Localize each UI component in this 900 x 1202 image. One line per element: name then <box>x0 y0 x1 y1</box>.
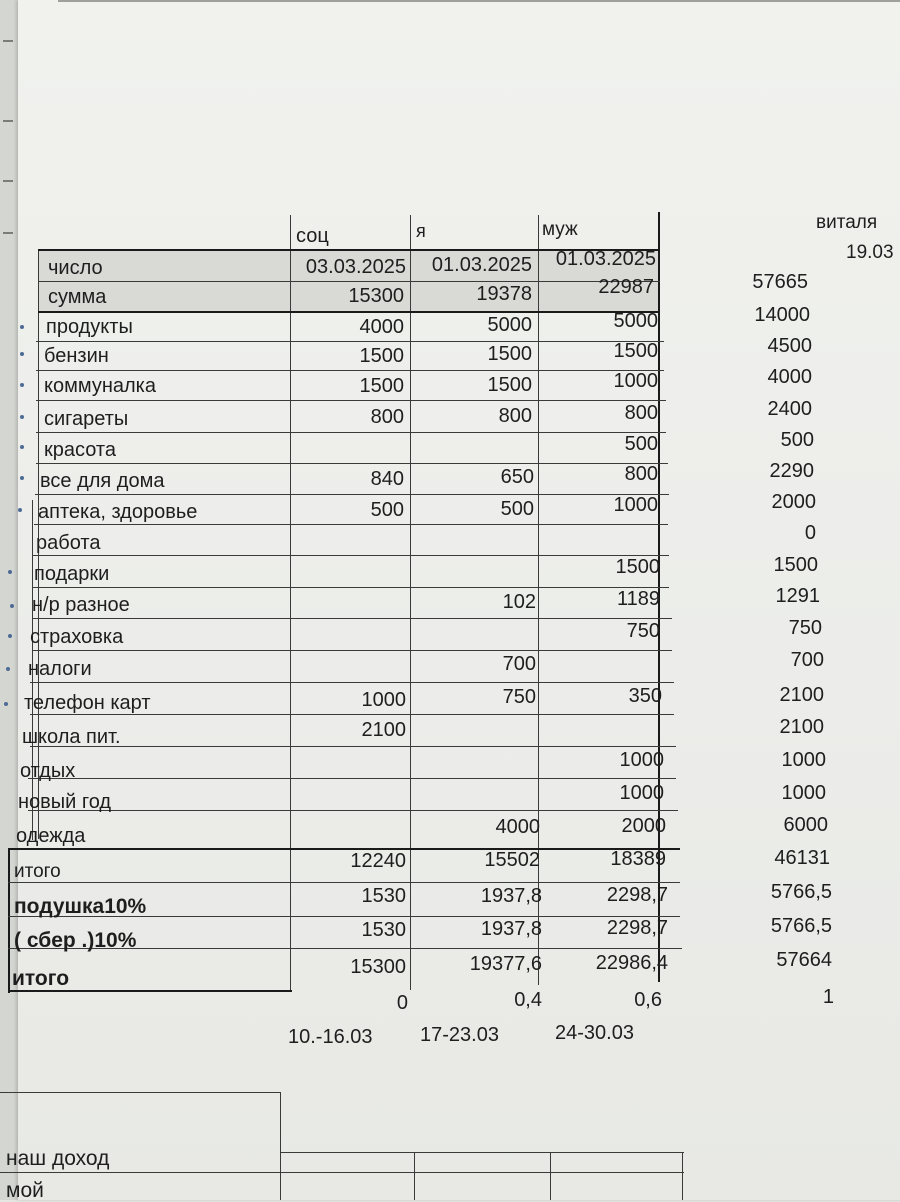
diff-vitalya: 1 <box>822 986 834 1008</box>
total-husband: 18389 <box>610 848 666 870</box>
cell-soc: 840 <box>370 468 404 490</box>
row-label: продукты <box>46 316 133 338</box>
cell-vitalya: 4000 <box>767 366 812 388</box>
cell-husband: 500 <box>624 433 658 455</box>
sum-soc: 15300 <box>348 285 404 307</box>
scan-mark <box>3 232 13 234</box>
bullet-mark <box>20 325 24 329</box>
bullet-mark <box>20 383 24 387</box>
sber-soc: 1530 <box>361 919 406 941</box>
row-label: все для дома <box>40 470 165 492</box>
torn-top-edge <box>58 0 900 2</box>
bullet-mark <box>20 476 24 480</box>
cell-soc: 1500 <box>359 375 404 397</box>
cell-husband: 1000 <box>619 749 664 771</box>
row-label-sum: сумма <box>48 286 107 308</box>
date-soc: 03.03.2025 <box>305 256 406 278</box>
bullet-mark <box>20 352 24 356</box>
cell-husband: 1000 <box>613 494 658 516</box>
grand-total-husband: 22986,4 <box>595 952 668 974</box>
income-label: наш доход <box>6 1147 110 1170</box>
row-label-cushion: подушка10% <box>14 895 147 918</box>
row-label-grand-total: итого <box>12 967 70 990</box>
diff-me: 0,4 <box>514 989 542 1011</box>
cell-husband: 2000 <box>621 815 666 837</box>
bullet-mark <box>20 415 24 419</box>
cell-me: 700 <box>502 653 536 675</box>
cushion-soc: 1530 <box>361 885 406 907</box>
row-label: подарки <box>34 563 110 585</box>
row-label: одежда <box>16 825 86 847</box>
bullet-mark <box>18 508 22 512</box>
cell-vitalya: 1000 <box>781 749 826 771</box>
cell-vitalya: 1500 <box>773 554 818 576</box>
sum-me: 19378 <box>476 283 532 305</box>
bullet-mark <box>10 604 14 608</box>
grand-total-soc: 15300 <box>350 956 406 978</box>
cell-husband: 1500 <box>615 556 660 578</box>
cell-me: 650 <box>500 466 534 488</box>
row-label-date: число <box>48 257 103 279</box>
bullet-mark <box>20 445 24 449</box>
date-husband: 01.03.2025 <box>555 248 656 270</box>
cell-me: 102 <box>502 591 536 613</box>
cell-me: 4000 <box>495 816 540 838</box>
cell-vitalya: 0 <box>804 522 816 544</box>
total-me: 15502 <box>484 849 540 871</box>
scan-mark <box>3 40 13 42</box>
cell-vitalya: 750 <box>788 617 822 639</box>
col-header-me: я <box>416 221 426 241</box>
row-label: школа пит. <box>22 726 121 748</box>
cell-soc: 500 <box>370 499 404 521</box>
row-label: коммуналка <box>44 375 156 397</box>
cell-vitalya: 6000 <box>783 814 828 836</box>
cell-me: 5000 <box>487 314 532 336</box>
cell-soc: 2100 <box>361 719 406 741</box>
sum-husband: 22987 <box>598 276 654 298</box>
cushion-vitalya: 5766,5 <box>770 881 832 903</box>
sber-me: 1937,8 <box>480 918 542 940</box>
cell-vitalya: 4500 <box>767 335 812 357</box>
row-label: н/р разное <box>32 594 130 616</box>
bullet-mark <box>8 570 12 574</box>
row-label: красота <box>44 439 116 461</box>
cell-vitalya: 14000 <box>754 304 810 326</box>
cell-husband: 1189 <box>616 588 660 610</box>
vitalya-date: 19.03 <box>846 242 894 263</box>
row-label: отдых <box>20 760 76 782</box>
cell-husband: 1000 <box>619 782 664 804</box>
sber-vitalya: 5766,5 <box>770 915 832 937</box>
cell-vitalya: 700 <box>790 649 824 671</box>
scan-mark <box>3 180 13 182</box>
cell-vitalya: 500 <box>780 429 814 451</box>
cell-me: 1500 <box>487 374 532 396</box>
underlying-sheet-edge <box>0 0 18 1200</box>
total-soc: 12240 <box>350 850 406 872</box>
cell-husband: 1000 <box>613 370 658 392</box>
bullet-mark <box>8 634 12 638</box>
cell-me: 500 <box>500 498 534 520</box>
cell-vitalya: 2000 <box>771 491 816 513</box>
cell-husband: 800 <box>624 463 658 485</box>
cushion-me: 1937,8 <box>480 885 542 907</box>
cell-soc: 800 <box>370 406 404 428</box>
diff-husband: 0,6 <box>634 989 662 1011</box>
cell-vitalya: 2100 <box>779 716 824 738</box>
cell-soc: 1500 <box>359 345 404 367</box>
cell-husband: 5000 <box>613 310 658 332</box>
cell-vitalya: 1291 <box>775 585 820 607</box>
cell-husband: 350 <box>628 685 662 707</box>
grand-total-me: 19377,6 <box>469 953 542 975</box>
bullet-mark <box>6 667 10 671</box>
row-label: новый год <box>18 791 112 813</box>
sum-vitalya: 57665 <box>752 271 808 293</box>
cell-soc: 4000 <box>359 316 404 338</box>
sber-husband: 2298,7 <box>606 917 668 939</box>
my-income-label: мой <box>6 1179 44 1202</box>
diff-soc: 0 <box>396 992 408 1014</box>
date-me: 01.03.2025 <box>431 254 532 276</box>
week-label-1: 10.-16.03 <box>288 1026 373 1048</box>
grand-total-vitalya: 57664 <box>776 949 832 971</box>
row-label: телефон карт <box>24 692 151 714</box>
row-label: сигареты <box>44 408 129 430</box>
cell-soc: 1000 <box>361 689 406 711</box>
cell-husband: 1500 <box>613 340 658 362</box>
total-vitalya: 46131 <box>774 847 830 869</box>
col-header-vitalya: виталя <box>816 212 878 233</box>
cell-husband: 800 <box>624 402 658 424</box>
row-label-sber: ( сбер .)10% <box>14 929 137 952</box>
week-label-2: 17-23.03 <box>420 1024 499 1046</box>
cell-me: 750 <box>502 686 536 708</box>
bullet-mark <box>4 702 8 706</box>
cell-vitalya: 1000 <box>781 782 826 804</box>
cell-me: 1500 <box>487 343 532 365</box>
cushion-husband: 2298,7 <box>606 884 668 906</box>
row-label: аптека, здоровье <box>38 501 198 523</box>
row-label: страховка <box>30 626 124 648</box>
row-label: бензин <box>44 345 109 367</box>
row-label-total: итого <box>14 861 61 882</box>
cell-vitalya: 2100 <box>779 684 824 706</box>
row-label: налоги <box>28 658 92 680</box>
col-header-husband: муж <box>542 219 578 240</box>
row-label: работа <box>36 532 101 554</box>
scan-mark <box>3 120 13 122</box>
cell-vitalya: 2400 <box>767 398 812 420</box>
cell-husband: 750 <box>626 620 660 642</box>
week-label-3: 24-30.03 <box>555 1022 634 1044</box>
col-header-soc: соц <box>296 225 329 247</box>
cell-vitalya: 2290 <box>769 460 814 482</box>
cell-me: 800 <box>498 405 532 427</box>
